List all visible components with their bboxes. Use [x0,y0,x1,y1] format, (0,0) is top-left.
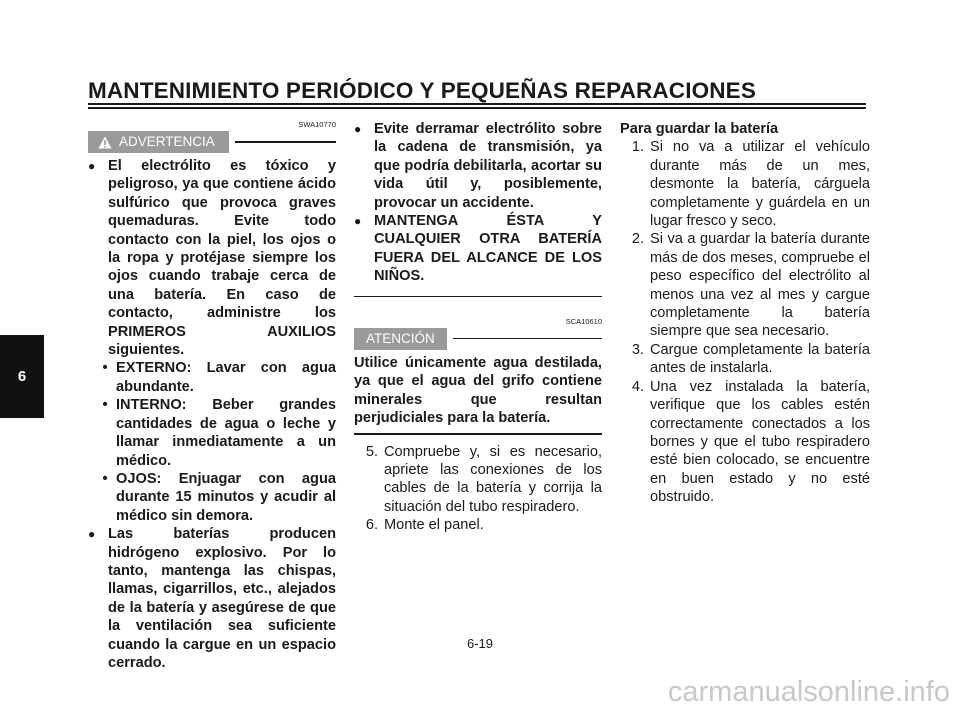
column-left [88,120,336,672]
step-text: Monte el panel. [384,517,484,534]
warning-end-rule [354,296,602,297]
title-rule-bottom [88,107,866,109]
sub-bullet-icon: • [102,360,108,377]
storage-item [620,138,870,230]
storage-text: Si no va a utilizar el vehículo durante más de un mes, desmonte la batería, cárguela completamente y guárdela en un lugar fresco y seco. [650,139,870,230]
notice-code: SCA10610 [565,316,602,326]
storage-number: 4. [631,378,644,395]
step-text: Compruebe y, si es necesario, apriete las conexiones de los cables de la batería y corrija la situación del tubo respiradero. [384,443,602,515]
chapter-tab[interactable] [0,335,44,418]
notice-end-rule [354,433,602,434]
storage-number: 3. [631,341,644,358]
sub-bullet-icon: • [102,397,108,414]
bullet-dot-icon: ● [354,214,362,229]
warning-badge [88,131,229,153]
first-aid-item [88,359,336,396]
step-item [354,443,602,517]
page-title: MANTENIMIENTO PERIÓDICO Y PEQUEÑAS REPARACIONES [88,78,756,103]
storage-text: Si va a guardar la batería durante más de dos meses, compruebe el peso específico del electrólito al menos una vez al mes y cargue completamente la batería siempre que sea necesario. [650,231,870,340]
storage-number: 1. [631,139,644,156]
storage-item [620,230,870,340]
step-number: 5. [365,443,378,460]
first-aid-item [88,396,336,470]
column-right [620,120,870,507]
warning-code: SWA10770 [298,120,336,129]
step-item [354,516,602,534]
first-aid-internal: INTERNO: Beber grandes cantidades de agua o leche y llamar inmediatamente a un médico. [116,397,336,469]
storage-item [620,341,870,378]
warning-bullet-text: MANTENGA ÉSTA Y CUALQUIER OTRA BATERÍA FUERA DEL ALCANCE DE LOS NIÑOS. [374,213,602,285]
watermark: carmanualsonline.info [667,676,950,708]
warning-header [88,131,336,153]
notice-header [354,328,602,350]
warning-triangle-icon [98,136,112,149]
notice-header-rule [453,338,602,339]
title-rule-top [88,103,866,105]
notice-badge [354,328,447,350]
storage-text: Cargue completamente la batería antes de instalarla. [650,341,870,377]
storage-text: Una vez instalada la batería, verifique que los cables estén correctamente conectados a los bornes y que el tubo respiradero esté bien colocado, se encuentre en buen estado y no esté obstruido. [650,378,870,506]
warning-header-rule [235,141,336,142]
bullet-dot-icon: ● [354,122,362,136]
warning-bullet [88,157,336,359]
chapter-number: 6 [17,368,27,385]
warning-bullet-text: El electrólito es tóxico y peligroso, ya que contiene ácido sulfúrico que provoca graves quemaduras. Evite todo contacto con la piel, los ojos o la ropa y protéjase siempre los ojos cuando trabaje cerca de una batería. En caso de contacto, administre los PRIMEROS AUXILIOS siguientes. [108,158,336,359]
warning-bullet [354,212,602,286]
first-aid-item [88,470,336,525]
notice-text: Utilice únicamente agua destilada, ya que el agua del grifo contiene minerales que resultan perjudiciales para la batería. [354,354,602,427]
warning-bullet-text: Las baterías producen hidrógeno explosivo. Por lo tanto, mantenga las chispas, llamas, cigarrillos, etc., alejados de la batería y asegúrese de que la ventilación sea suficiente cuando la cargue en un espacio cerrado. [108,526,336,671]
sub-bullet-icon: • [102,470,108,487]
step-number: 6. [365,517,378,534]
warning-bullet-text: Evite derramar electrólito sobre la cadena de transmisión, ya que podría debilitarla, acortar su vida útil y, posiblemente, provocar un accidente. [374,121,602,211]
warning-bullet [354,120,602,212]
column-middle [354,120,602,535]
storage-heading: Para guardar la batería [620,121,779,137]
first-aid-external: EXTERNO: Lavar con agua abundante. [116,360,336,395]
bullet-dot-icon: ● [88,527,96,542]
bullet-dot-icon: ● [88,159,96,173]
storage-number: 2. [631,231,644,248]
first-aid-eyes: OJOS: Enjuagar con agua durante 15 minutos y acudir al médico sin demora. [116,470,336,524]
notice-label: ATENCIÓN [366,330,435,346]
storage-item [620,378,870,507]
warning-label: ADVERTENCIA [119,134,215,149]
page-number: 6-19 [466,636,494,651]
